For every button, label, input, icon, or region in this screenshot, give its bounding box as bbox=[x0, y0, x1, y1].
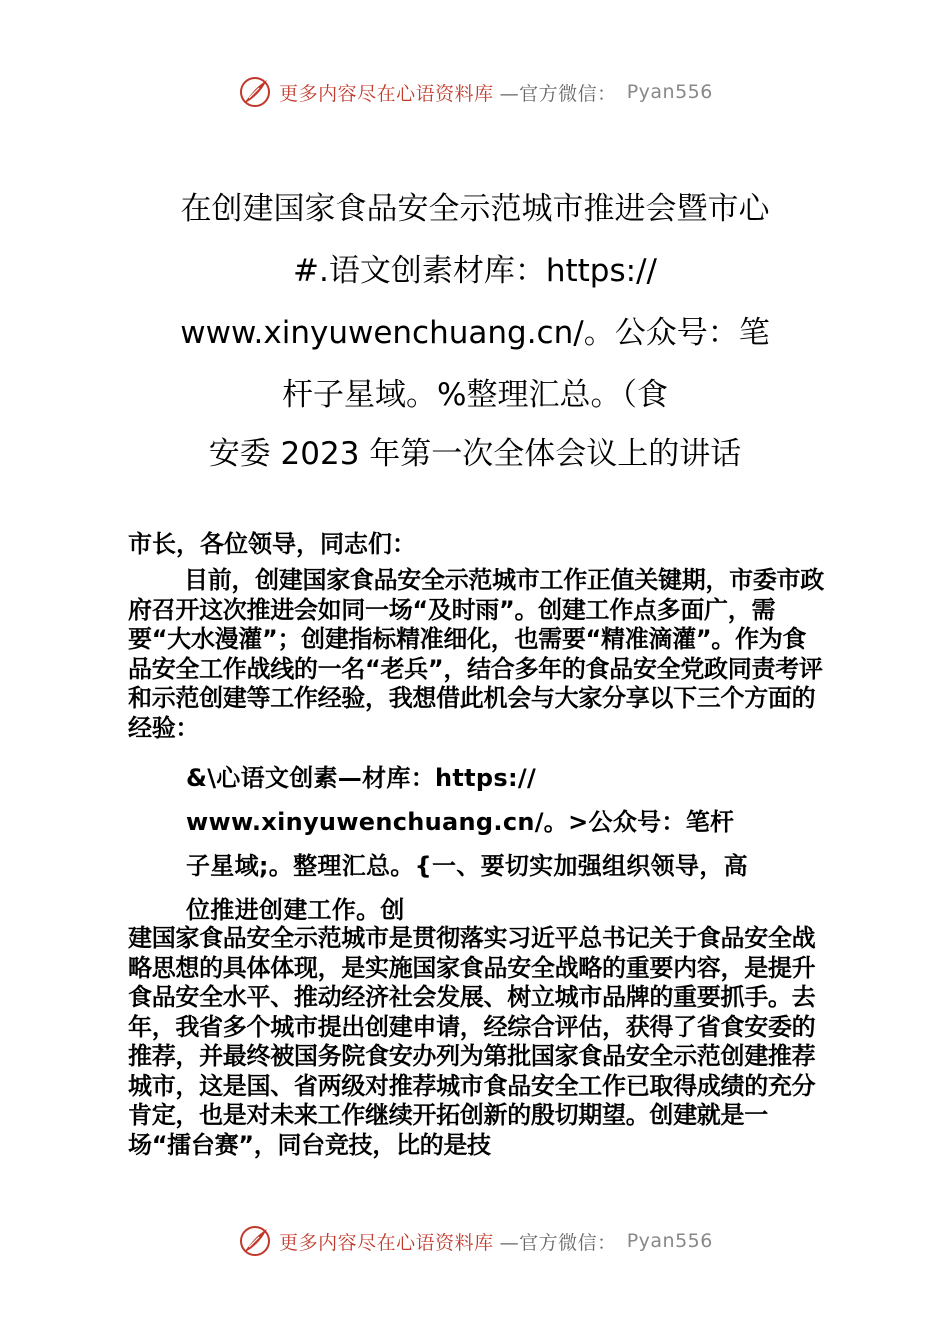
section-line-2: www.xinyuwenchuang.cn/。>公众号：笔杆 bbox=[186, 808, 735, 836]
paragraph-intro: 目前，创建国家食品安全示范城市工作正值关键期，市委市政府召开这次推进会如同一场“及时雨”。创建工作点多面广，需要“大水漫灌”；创建指标精准细化，也需要“精准滴灌”。作为食品安全工作战线的一名“老兵”，结合多年的食品安全党政同责考评和示范创建等工作经验，我想借此机会与大家分享以下三个方面的经验： bbox=[128, 566, 824, 742]
watermark-account-id: Pyan556 bbox=[626, 81, 713, 103]
header-watermark bbox=[0, 72, 950, 112]
footer-watermark bbox=[0, 1221, 950, 1261]
section-line-4: 位推进创建工作。创 bbox=[186, 896, 405, 924]
document-title bbox=[100, 178, 850, 482]
quill-logo-icon bbox=[237, 1223, 273, 1259]
watermark-site-text: 更多内容尽在心语资料库 bbox=[279, 1231, 494, 1254]
watermark-site-text: 更多内容尽在心语资料库 bbox=[279, 82, 494, 105]
section-line-3: 子星域;。整理汇总。{一、要切实加强组织领导，高 bbox=[186, 852, 748, 880]
title-line-4: 杆子星域。%整理汇总。（食 bbox=[282, 377, 668, 413]
title-line-3: www.xinyuwenchuang.cn/。公众号：笔 bbox=[180, 315, 770, 351]
title-line-5: 安委 2023 年第一次全体会议上的讲话 bbox=[208, 436, 742, 472]
title-line-1: 在创建国家食品安全示范城市推进会暨市心 bbox=[180, 191, 770, 227]
salutation: 市长，各位领导，同志们： bbox=[128, 530, 416, 558]
watermark-account-id: Pyan556 bbox=[626, 1230, 713, 1252]
watermark-wechat-label: —官方微信： bbox=[499, 1231, 617, 1254]
quill-logo-icon bbox=[237, 74, 273, 110]
title-line-2: #.语文创素材库：https:// bbox=[293, 253, 657, 289]
section-line-1: &\心语文创素—材库：https:// bbox=[186, 764, 537, 792]
paragraph-section-heading bbox=[186, 756, 866, 932]
paragraph-body: 建国家食品安全示范城市是贯彻落实习近平总书记关于食品安全战略思想的具体体现，是实施国家食品安全战略的重要内容，是提升食品安全水平、推动经济社会发展、树立城市品牌的重要抓手。去年，我省多个城市提出创建申请，经综合评估，获得了省食安委的推荐，并最终被国务院食安办列为第批国家食品安全示范创建推荐城市，这是国、省两级对推荐城市食品安全工作已取得成绩的充分肯定，也是对未来工作继续开拓创新的殷切期望。创建就是一场“擂台赛”，同台竞技，比的是技 bbox=[128, 924, 816, 1159]
watermark-wechat-label: —官方微信： bbox=[499, 82, 617, 105]
